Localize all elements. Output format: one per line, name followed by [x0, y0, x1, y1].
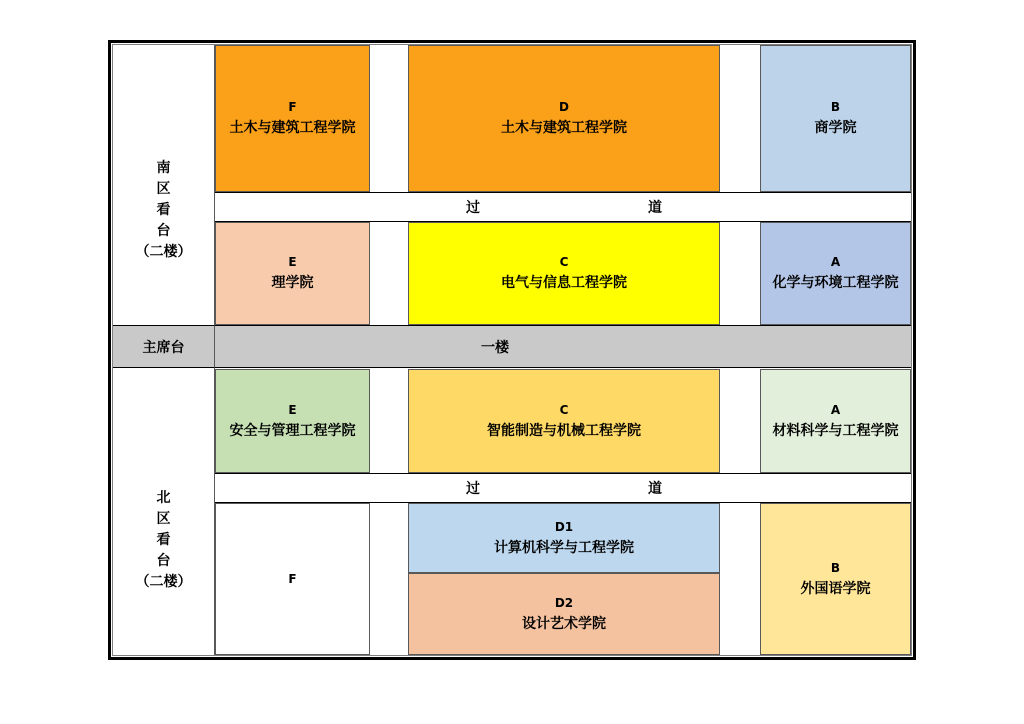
block-name: 材料科学与工程学院 — [772, 422, 899, 439]
stand-label-line: （二楼） — [135, 574, 192, 590]
block-north-b — [760, 503, 911, 655]
stand-label-line: 区 — [156, 180, 171, 197]
south-stand-label — [113, 45, 215, 325]
block-north-e — [215, 369, 370, 473]
aisle-char: 道 — [648, 200, 662, 216]
block-north-f — [215, 503, 370, 655]
aisle-char: 道 — [648, 481, 662, 497]
block-south-a — [760, 222, 911, 325]
block-code: D — [559, 100, 569, 114]
south-aisle-row — [215, 192, 911, 222]
first-floor-label: 一楼 — [481, 339, 509, 356]
block-code: F — [288, 100, 297, 114]
aisle-label — [408, 474, 720, 502]
block-north-a — [760, 369, 911, 473]
stand-label-line: 台 — [156, 222, 171, 239]
block-north-c — [408, 369, 720, 473]
block-name: 外国语学院 — [800, 580, 871, 597]
podium-cell — [113, 325, 215, 368]
block-code: D2 — [554, 595, 574, 610]
block-code: D1 — [554, 519, 574, 534]
block-code: B — [830, 100, 841, 114]
block-code: B — [830, 560, 841, 575]
north-stand-label — [113, 368, 215, 655]
block-north-d2 — [408, 573, 720, 655]
block-name: 商学院 — [814, 120, 857, 136]
block-south-d — [408, 45, 720, 192]
block-name: 土木与建筑工程学院 — [229, 120, 356, 136]
block-code: E — [288, 402, 297, 417]
block-code: C — [559, 255, 569, 269]
block-code: A — [830, 255, 841, 269]
block-name: 理学院 — [271, 275, 314, 291]
block-north-d1 — [408, 503, 720, 573]
diagram-frame — [108, 40, 916, 660]
block-code: F — [288, 572, 297, 586]
block-south-c — [408, 222, 720, 325]
aisle-label — [408, 193, 720, 221]
block-name: 电气与信息工程学院 — [501, 275, 627, 291]
block-name: 计算机科学与工程学院 — [494, 539, 634, 556]
aisle-char: 过 — [466, 481, 480, 497]
first-floor-band — [215, 325, 911, 368]
north-aisle-row — [215, 473, 911, 503]
block-code: C — [559, 402, 569, 417]
stand-label-line: 区 — [156, 511, 171, 527]
diagram-frame-inner — [112, 44, 912, 656]
stand-label-line: 北 — [156, 490, 171, 506]
aisle-char: 过 — [466, 200, 480, 216]
block-code: A — [830, 402, 841, 417]
podium-label: 主席台 — [142, 339, 185, 356]
stand-label-line: 台 — [156, 553, 171, 569]
block-name: 安全与管理工程学院 — [229, 422, 356, 439]
block-name: 土木与建筑工程学院 — [501, 120, 627, 136]
block-name: 设计艺术学院 — [522, 615, 606, 632]
stand-label-line: （二楼） — [135, 243, 192, 260]
block-south-e — [215, 222, 370, 325]
stand-label-line: 看 — [156, 201, 171, 218]
block-name: 化学与环境工程学院 — [772, 275, 899, 291]
block-code: E — [288, 255, 297, 269]
block-south-b — [760, 45, 911, 192]
stand-label-line: 看 — [156, 532, 171, 548]
stand-label-line: 南 — [156, 159, 171, 176]
block-south-f — [215, 45, 370, 192]
block-name: 智能制造与机械工程学院 — [487, 422, 641, 439]
